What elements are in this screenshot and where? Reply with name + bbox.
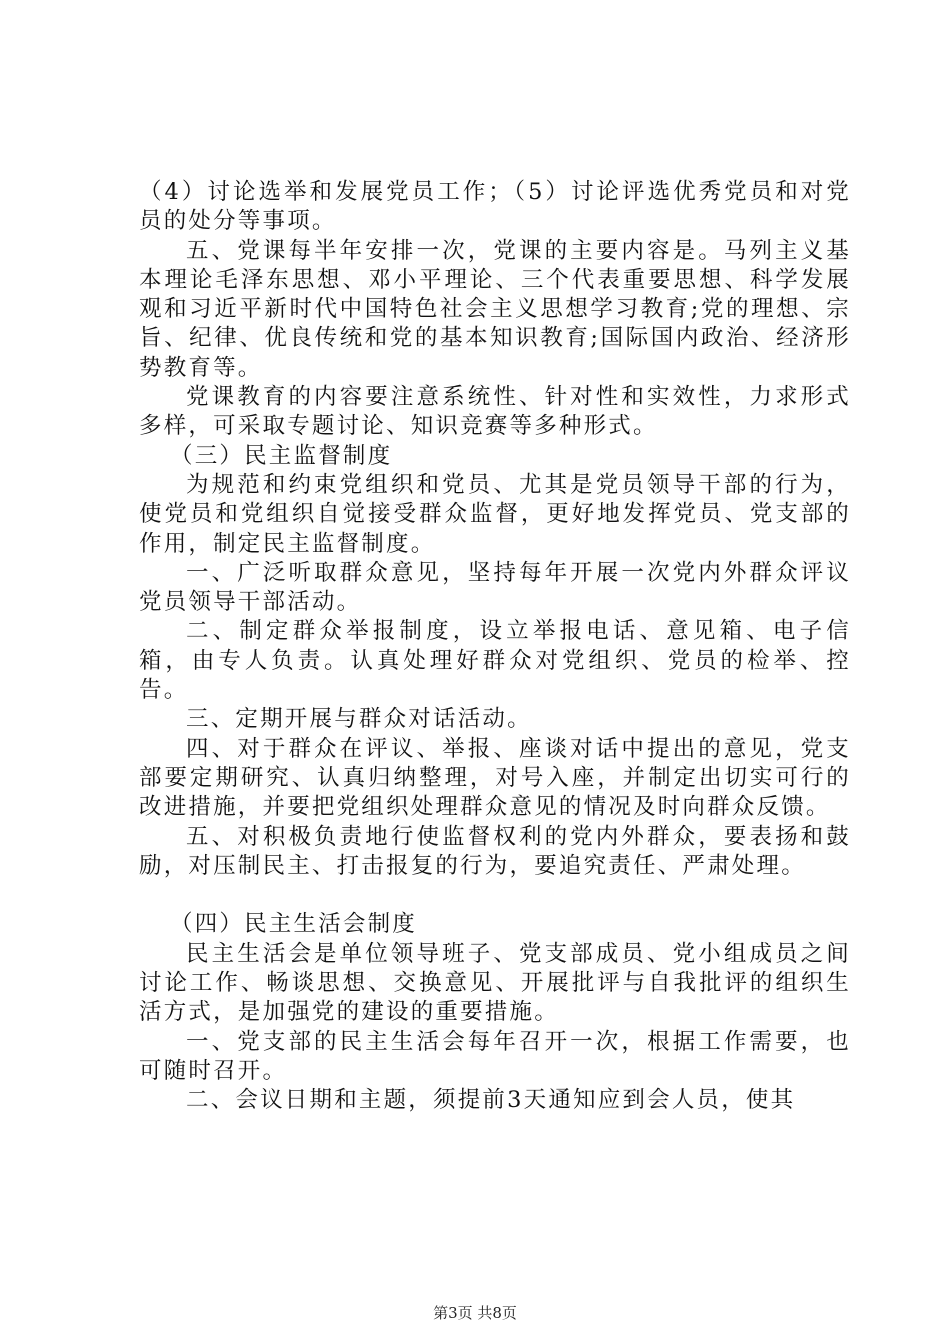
paragraph-party-lesson: 五、党课每半年安排一次，党课的主要内容是。马列主义基本理论毛泽东思想、邓小平理论、三个代表重要思想、科学发展观和习近平新时代中国特色社会主义思想学习教育;党的理想、宗旨、纪律、优良传统和党的基本知识教育;国际国内政治、经济形势教育等。 xyxy=(139,237,851,381)
paragraph-meeting-definition: 民主生活会是单位领导班子、党支部成员、党小组成员之间讨论工作、畅谈思想、交换意见、开展批评与自我批评的组织生活方式，是加强党的建设的重要措施。 xyxy=(139,940,851,1026)
section-heading-democratic-supervision: （三）民主监督制度 xyxy=(170,442,393,469)
paragraph-supervision-item-4: 四、对于群众在评议、举报、座谈对话中提出的意见，党支部要定期研究、认真归纳整理，对号入座，并制定出切实可行的改进措施，并要把党组织处理群众意见的情况及时向群众反馈。 xyxy=(139,735,851,821)
paragraph-supervision-item-5: 五、对积极负责地行使监督权利的党内外群众，要表扬和鼓励，对压制民主、打击报复的行为，要追究责任、严肃处理。 xyxy=(139,823,851,879)
paragraph-meeting-item-1: 一、党支部的民主生活会每年召开一次，根据工作需要，也可随时召开。 xyxy=(139,1028,851,1084)
paragraph-supervision-purpose: 为规范和约束党组织和党员、尤其是党员领导干部的行为，使党员和党组织自觉接受群众监督，更好地发挥党员、党支部的作用，制定民主监督制度。 xyxy=(139,471,851,557)
blank-line xyxy=(139,881,851,910)
paragraph-discussion-items: （4）讨论选举和发展党员工作；（5）讨论评选优秀党员和对党员的处分等事项。 xyxy=(139,179,851,235)
paragraph-lesson-content: 党课教育的内容要注意系统性、针对性和实效性，力求形式多样，可采取专题讨论、知识竞赛等多种形式。 xyxy=(139,384,851,440)
section-heading-democratic-life-meeting: （四）民主生活会制度 xyxy=(170,911,418,938)
document-body xyxy=(139,178,851,1116)
page-number-footer: 第3页 共8页 xyxy=(433,1304,517,1322)
paragraph-supervision-item-3: 三、定期开展与群众对话活动。 xyxy=(186,706,532,733)
paragraph-meeting-item-2: 二、会议日期和主题，须提前3天通知应到会人员，使其 xyxy=(186,1087,796,1114)
paragraph-supervision-item-2: 二、制定群众举报制度，设立举报电话、意见箱、电子信箱，由专人负责。认真处理好群众对党组织、党员的检举、控告。 xyxy=(139,618,851,704)
paragraph-supervision-item-1: 一、广泛听取群众意见，坚持每年开展一次党内外群众评议党员领导干部活动。 xyxy=(139,559,851,616)
